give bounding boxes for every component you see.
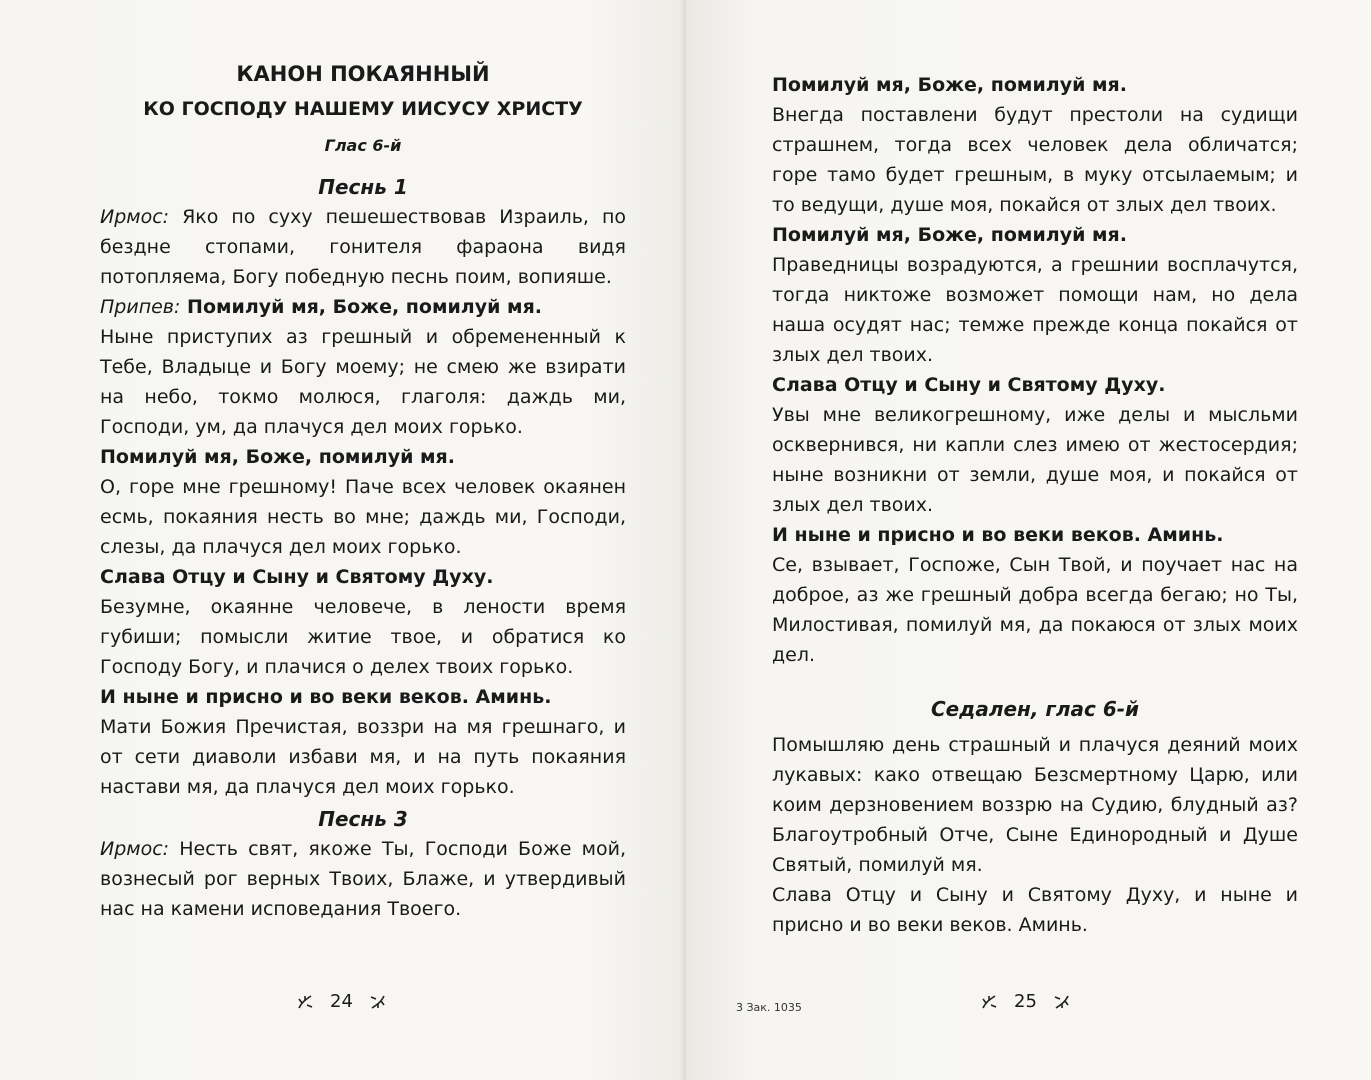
irmos-label: Ирмос: xyxy=(100,206,170,228)
troparion: Внегда поставлени будут престоли на судищи страшнем, тогда всех человек дела обличатся; горе тамо будет грешным, в муку отсылаемым; и то ведущи, душе моя, покайся от злых дел твоих. xyxy=(772,104,1298,216)
troparion: Безумне, окаянне человече, в лености время губиши; помысли житие твое, и обратися ко Господу Богу, и плачися о делех твоих горько. xyxy=(100,596,626,678)
troparion: Увы мне великогрешному, иже делы и мысльми осквернився, ни капли слез имею от жестосердия; ныне возникни от земли, душе моя, и покайся от злых дел твоих. xyxy=(772,404,1298,516)
right-page xyxy=(686,0,1371,1080)
left-column xyxy=(100,58,626,924)
ornament-right-icon xyxy=(1051,993,1071,1011)
doxology-now: И ныне и присно и во веки веков. Аминь. xyxy=(100,686,552,708)
tone-label: Глас 6-й xyxy=(324,136,402,155)
theotokion: Мати Божия Пречистая, воззри на мя грешнаго, и от сети диаволи избави мя, и на путь покаяния настави мя, да плачуся дел моих горько. xyxy=(100,716,626,798)
ode-1-heading: Песнь 1 xyxy=(318,175,408,199)
pripev-label: Припев: xyxy=(100,296,181,318)
irmos-ode-3 xyxy=(100,834,626,924)
irmos-text: Несть свят, якоже Ты, Господи Боже мой, вознесый рог верных Твоих, Блаже, и утвердивый нас на камени исповедания Твоего. xyxy=(100,838,626,920)
pripev-text: Помилуй мя, Боже, помилуй мя. xyxy=(180,296,542,318)
troparion: О, горе мне грешному! Паче всех человек окаянен есмь, покаяния несть во мне; даждь ми, Господи, слезы, да плачуся дел моих горько. xyxy=(100,476,626,558)
refrain: Помилуй мя, Боже, помилуй мя. xyxy=(772,74,1127,96)
theotokion: Се, взывает, Госпоже, Сын Твой, и поучает нас на доброе, аз же грешный добра всегда бегаю; но Ты, Милостивая, помилуй мя, да покаюся от злых моих дел. xyxy=(772,554,1298,666)
ornament-right-icon xyxy=(367,993,387,1011)
printing-signature: 3 Зак. 1035 xyxy=(736,1001,802,1014)
page-number: 25 xyxy=(1014,991,1037,1012)
page-footer-left xyxy=(296,988,387,1016)
canon-title: КАНОН ПОКАЯННЫЙ xyxy=(236,62,490,86)
pripev xyxy=(100,292,626,322)
irmos-ode-1 xyxy=(100,202,626,292)
page-footer-right xyxy=(980,988,1071,1016)
ornament-left-icon xyxy=(980,993,1000,1011)
sedalen-heading: Седален, глас 6-й xyxy=(930,697,1140,721)
closing-doxology: Слава Отцу и Сыну и Святому Духу, и ныне и присно и во веки веков. Аминь. xyxy=(772,884,1298,936)
ornament-left-icon xyxy=(296,993,316,1011)
right-column xyxy=(772,70,1298,940)
troparion: Праведницы возрадуются, а грешнии восплачутся, тогда никтоже возможет помощи нам, но дела наша осудят нас; темже прежде конца покайся от злых дел твоих. xyxy=(772,254,1298,366)
canon-subtitle: КО ГОСПОДУ НАШЕМУ ИИСУСУ ХРИСТУ xyxy=(143,98,583,120)
page-number: 24 xyxy=(330,991,353,1012)
refrain: Помилуй мя, Боже, помилуй мя. xyxy=(772,224,1127,246)
irmos-text: Яко по суху пешешествовав Израиль, по бездне стопами, гонителя фараона видя потопляема, Богу победную песнь поим, вопияше. xyxy=(100,206,626,288)
doxology: Слава Отцу и Сыну и Святому Духу. xyxy=(772,374,1166,396)
refrain: Помилуй мя, Боже, помилуй мя. xyxy=(100,446,455,468)
irmos-label: Ирмос: xyxy=(100,838,170,860)
doxology: Слава Отцу и Сыну и Святому Духу. xyxy=(100,566,494,588)
troparion: Ныне приступих аз грешный и обремененный к Тебе, Владыце и Богу моему; не смею же взирати на небо, токмо молюся, глаголя: даждь ми, Господи, ум, да плачуся дел моих горько. xyxy=(100,326,626,438)
ode-3-heading: Песнь 3 xyxy=(318,807,408,831)
doxology-now: И ныне и присно и во веки веков. Аминь. xyxy=(772,524,1224,546)
sedalen-text: Помышляю день страшный и плачуся деяний моих лукавых: како отвещаю Безсмертному Царю, или коим дерзновением воззрю на Судию, блудный аз? Благоутробный Отче, Сыне Единородный и Душе Святый, помилуй мя. xyxy=(772,734,1298,876)
